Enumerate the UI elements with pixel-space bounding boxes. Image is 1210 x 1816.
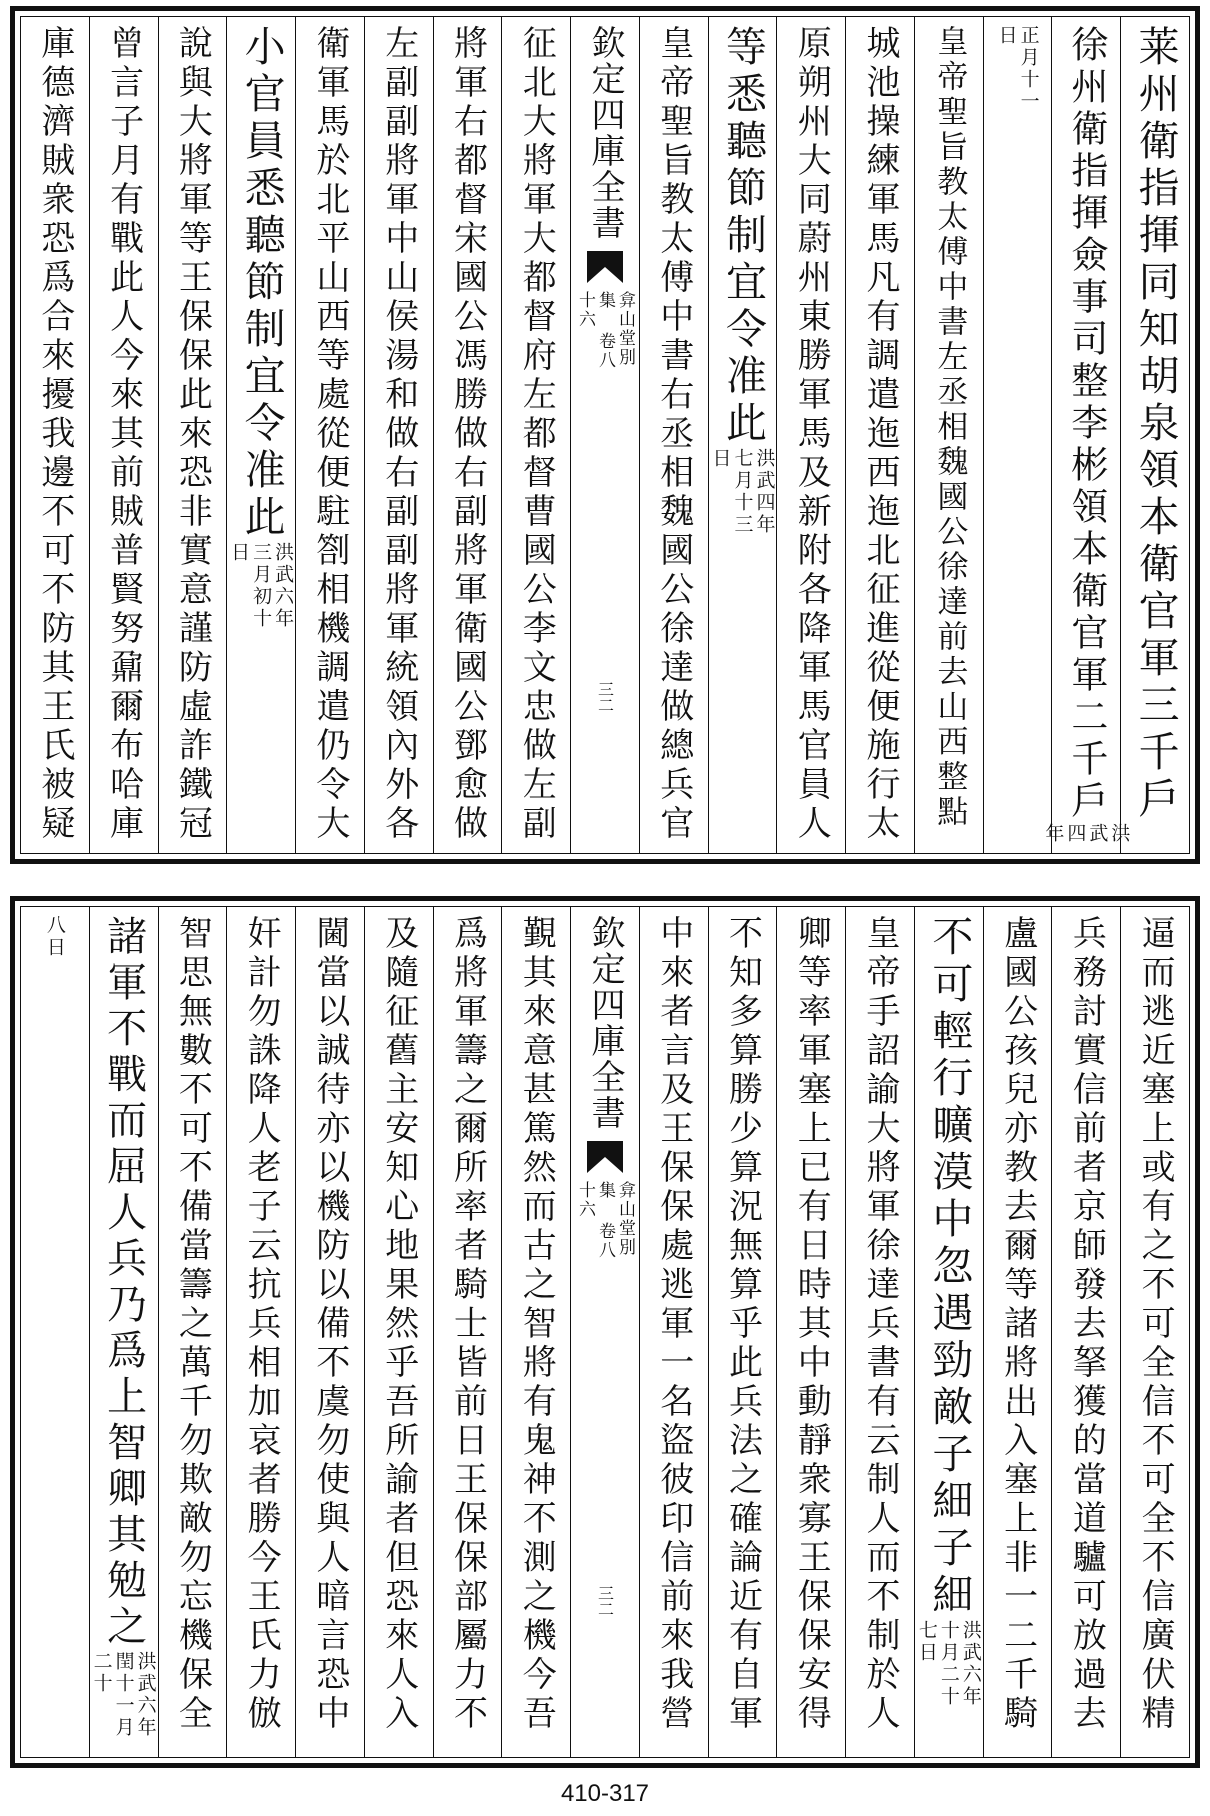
column-text: 徐州衛指揮僉事司整李彬領本衛官軍二千戶 (1064, 25, 1108, 823)
column-text: 將軍右都督宋國公馮勝做右副將軍衛國公鄧愈做 (447, 25, 488, 844)
column-text: 庫德濟賊衆恐爲合來擾我邊不可不防其王氏被疑 (34, 25, 75, 844)
page-number: 410-317 (560, 1780, 650, 1807)
collection-and-volume: 弇山堂別集 卷八十六 (574, 291, 635, 370)
column-text: 說與大將軍等王保保此來恐非實意謹防虛詐鐵冠 (172, 25, 213, 844)
upper-text-column (364, 17, 433, 853)
upper-page-inner-border (20, 16, 1190, 854)
date-annotation: 八日 (43, 915, 66, 959)
upper-text-column (776, 17, 845, 853)
lower-text-column (776, 907, 845, 1757)
lower-page-inner-border (20, 906, 1190, 1758)
lower-text-column (21, 907, 89, 1757)
column-text: 小官員悉聽節制宜令准此 (237, 25, 286, 542)
book-title: 欽定四庫全書 (584, 915, 625, 1131)
upper-text-column (158, 17, 227, 853)
book-title: 欽定四庫全書 (584, 25, 625, 241)
lower-page-columns (21, 907, 1189, 1757)
column-text: 不可輕行曠漠中忽遇勁敵子細子細 (925, 915, 974, 1620)
column-text: 奸計勿誅降人老子云抗兵相加哀者勝今王氏力倣 (241, 915, 282, 1734)
folio-number: 三二 (595, 1585, 615, 1617)
date-annotation: 正月十一日 (995, 25, 1040, 113)
lower-text-column (226, 907, 295, 1757)
column-text: 諸軍不戰而屈人兵乃爲上智卿其勉之 (100, 915, 147, 1651)
folio-number: 三二 (595, 681, 615, 713)
column-text: 等悉聽節制宜令准此 (719, 25, 768, 448)
column-text: 衛軍馬於北平山西等處從便駐劄相機調遣仍令大 (309, 25, 350, 844)
lower-text-column (983, 907, 1052, 1757)
column-text: 不知多算勝少算況無算乎此兵法之確論近有自軍 (722, 915, 763, 1734)
upper-text-column (1120, 17, 1189, 853)
lower-text-column (89, 907, 158, 1757)
column-text: 皇帝聖旨教太傅中書右丞相魏國公徐達做總兵官 (653, 25, 694, 844)
column-text: 城池操練軍馬凡有調遣迤西迤北征進從便施行太 (860, 25, 901, 844)
column-text: 爲將軍籌之爾所率者騎士皆前日王保保部屬力不 (447, 915, 488, 1734)
upper-text-column (89, 17, 158, 853)
upper-text-column (1042, 17, 1131, 853)
lower-text-column (364, 907, 433, 1757)
upper-text-column (845, 17, 914, 853)
upper-center-column (570, 17, 639, 853)
column-text: 曾言子月有戰此人今來其前賊普賢努鼐爾布哈庫 (103, 25, 144, 844)
lower-text-column (158, 907, 227, 1757)
column-text: 皇帝聖旨教太傅中書左丞相魏國公徐達前去山西整點 (931, 25, 968, 830)
upper-page-columns (21, 17, 1189, 853)
column-text: 卿等率軍塞上已有日時其中動靜衆寡王保保安得 (791, 915, 832, 1734)
collection-and-volume: 弇山堂別集 卷八十六 (574, 1181, 635, 1260)
date-annotation: 洪武四年 (1042, 823, 1131, 845)
upper-text-column (639, 17, 708, 853)
lower-text-column (1051, 907, 1120, 1757)
date-annotation: 洪武六年三月初十日 (228, 542, 295, 630)
column-text: 智思無數不可不備當籌之萬千勿欺敵勿忘機保全 (172, 915, 213, 1734)
lower-page-frame (10, 896, 1200, 1768)
lower-text-column (708, 907, 777, 1757)
column-text: 逼而逃近塞上或有之不可全信不可全不信廣伏精 (1135, 915, 1176, 1734)
column-text: 征北大將軍大都督府左都督曹國公李文忠做左副 (516, 25, 557, 844)
upper-text-column (21, 17, 89, 853)
fishtail-mark-icon (585, 249, 625, 285)
upper-text-column (433, 17, 502, 853)
lower-text-column (639, 907, 708, 1757)
upper-text-column (983, 17, 1052, 853)
column-text: 莱州衛指揮同知胡泉領本衛官軍三千戶 (1131, 25, 1180, 824)
lower-text-column (295, 907, 364, 1757)
date-annotation: 洪武六年十月二十七日 (915, 1620, 982, 1708)
column-text: 左副副將軍中山侯湯和做右副副將軍統領內外各 (378, 25, 419, 844)
lower-text-column (845, 907, 914, 1757)
date-annotation: 洪武四年七月十三日 (709, 448, 776, 536)
lower-text-column (501, 907, 570, 1757)
column-text: 及隨征舊主安知心地果然乎吾所諭者但恐來人入 (378, 915, 419, 1734)
column-text: 兵務討實信前者京師發去拏獲的當道驢可放過去 (1066, 915, 1107, 1734)
column-text: 盧國公孩兒亦教去爾等諸將出入塞上非一二千騎 (997, 915, 1038, 1734)
lower-text-column (914, 907, 983, 1757)
date-annotation: 洪武六年閏十一月二十 (90, 1651, 157, 1739)
lower-text-column (1120, 907, 1189, 1757)
fishtail-mark-icon (585, 1139, 625, 1175)
column-text: 皇帝手詔諭大將軍徐達兵書有云制人而不制於人 (860, 915, 901, 1734)
column-text: 原朔州大同蔚州東勝軍馬及新附各降軍馬官員人 (791, 25, 832, 844)
upper-text-column (708, 17, 777, 853)
upper-text-column (295, 17, 364, 853)
column-text: 中來者言及王保保處逃軍一名盜彼印信前來我營 (653, 915, 694, 1734)
upper-page-frame (10, 6, 1200, 864)
upper-text-column (226, 17, 295, 853)
upper-text-column (501, 17, 570, 853)
column-text: 覲其來意甚篤然而古之智將有鬼神不測之機今吾 (516, 915, 557, 1734)
column-text: 閫當以誠待亦以機防以備不虞勿使與人暗言恐中 (309, 915, 350, 1734)
upper-text-column (914, 17, 983, 853)
lower-text-column (433, 907, 502, 1757)
lower-center-column (570, 907, 639, 1757)
